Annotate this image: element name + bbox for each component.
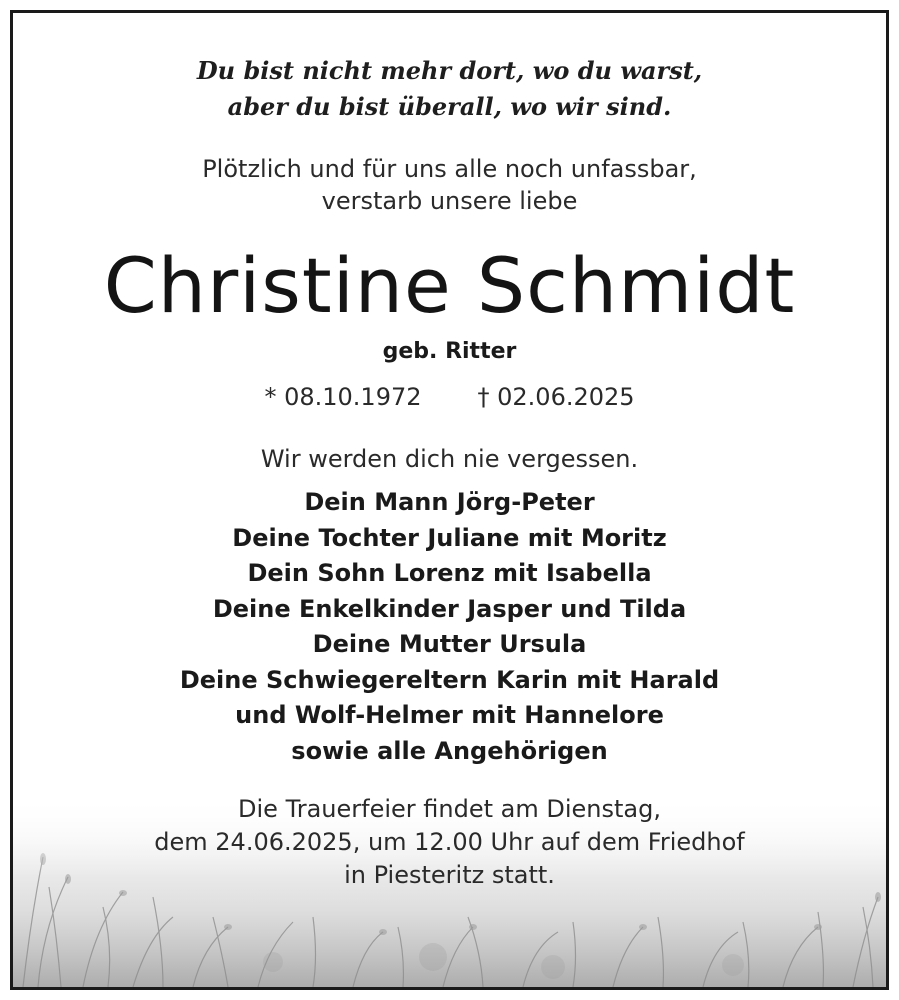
- service-line-1: Die Trauerfeier findet am Dienstag,: [238, 795, 661, 823]
- life-dates: [13, 381, 886, 413]
- farewell-text: Wir werden dich nie vergessen.: [260, 445, 639, 473]
- mourner-line: Dein Sohn Lorenz mit Isabella: [247, 559, 652, 587]
- obituary-frame: [10, 10, 889, 990]
- intro-line-1: Plötzlich und für uns alle noch unfassbar,: [202, 155, 697, 183]
- death-date: † 02.06.2025: [477, 383, 635, 411]
- intro-text: [13, 153, 886, 217]
- motto-quote: [13, 53, 886, 125]
- mourners-list: [13, 485, 886, 769]
- mourner-line: und Wolf-Helmer mit Hannelore: [235, 701, 664, 729]
- service-line-2: dem 24.06.2025, um 12.00 Uhr auf dem Friedhof: [154, 828, 745, 856]
- mourner-line: Deine Enkelkinder Jasper und Tilda: [212, 594, 687, 623]
- motto-line-1: Du bist nicht mehr dort, wo du warst,: [196, 56, 703, 85]
- mourner-line: Deine Schwiegereltern Karin mit Harald: [179, 665, 720, 694]
- maiden-name: geb. Ritter: [382, 339, 517, 364]
- deceased-name: Christine Schmidt: [103, 241, 796, 330]
- mourner-line: sowie alle Angehörigen: [291, 736, 608, 765]
- service-line-3: in Piesteritz statt.: [344, 861, 555, 889]
- birth-date: * 08.10.1972: [264, 383, 422, 411]
- mourner-line: Dein Mann Jörg-Peter: [304, 488, 595, 516]
- mourner-line: Deine Tochter Juliane mit Moritz: [232, 523, 667, 552]
- intro-line-2: verstarb unsere liebe: [321, 187, 578, 215]
- motto-line-2: aber du bist überall, wo wir sind.: [227, 92, 672, 121]
- mourner-line: Deine Mutter Ursula: [312, 630, 587, 658]
- funeral-service-info: [13, 793, 886, 892]
